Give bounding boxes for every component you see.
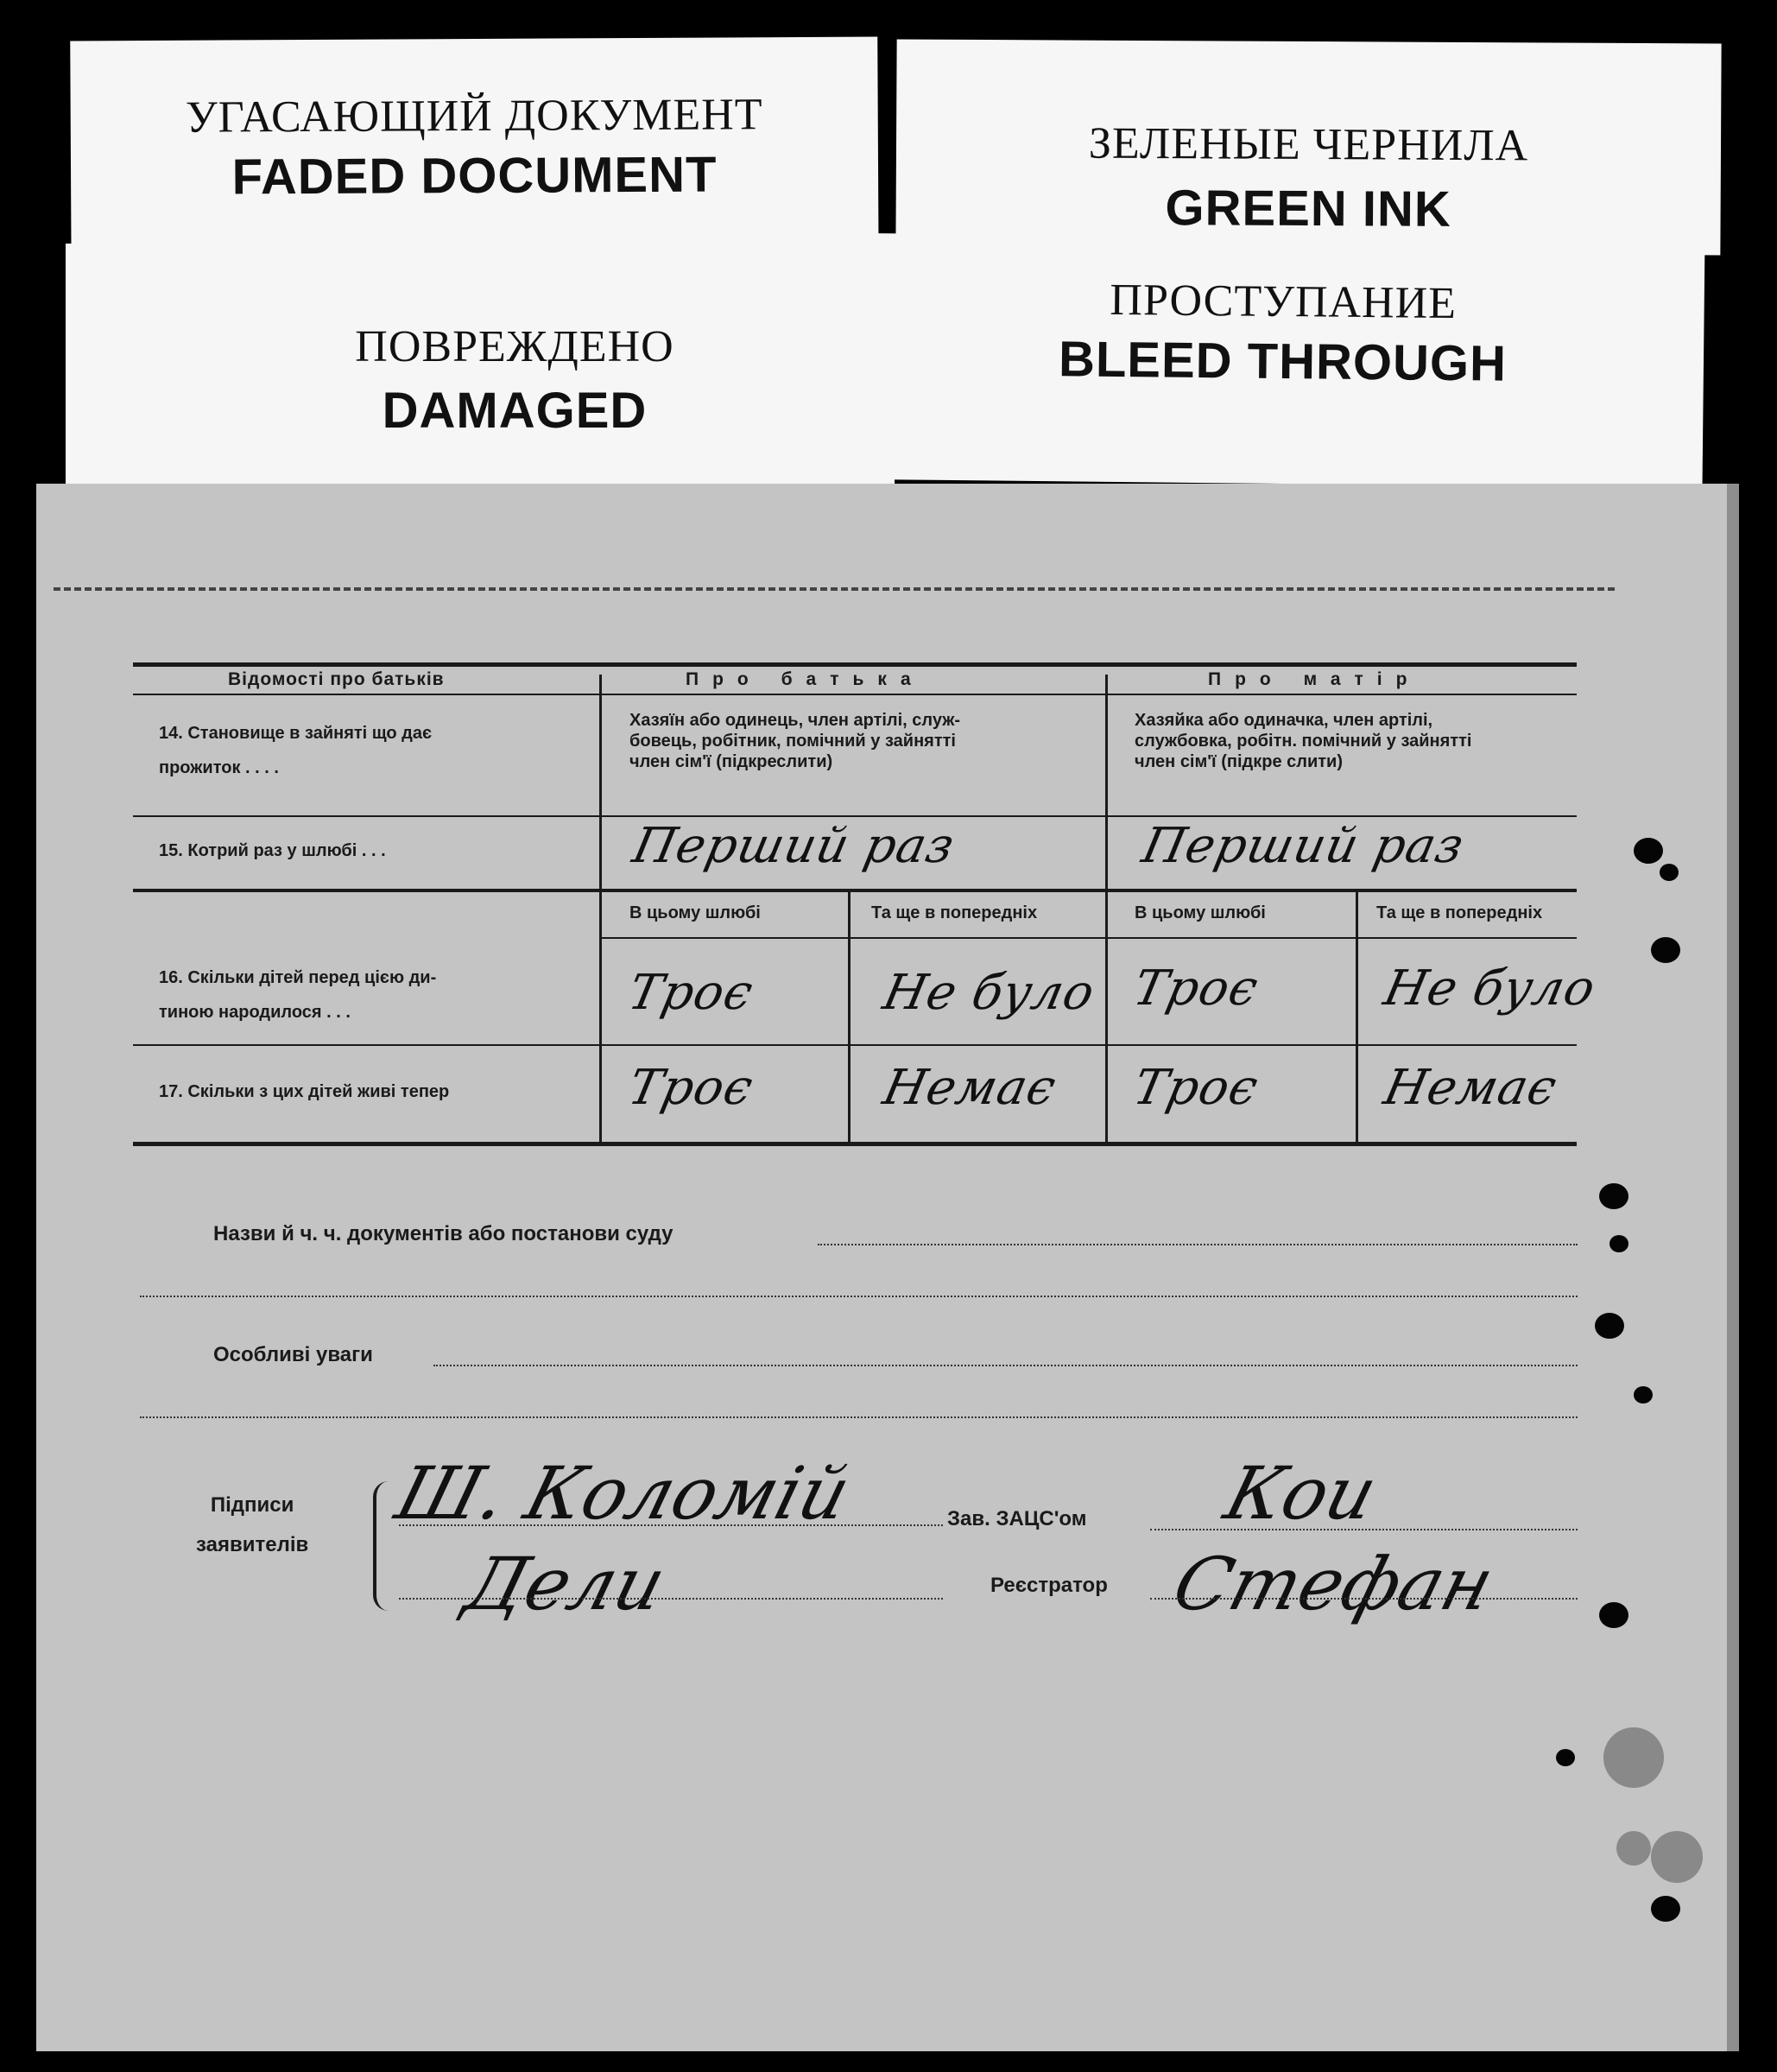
perforation-line [54,587,1615,591]
table-rule [133,815,1577,817]
row17-mother-this: Троє [1129,1060,1264,1116]
row17-father-previous: Немає [878,1060,1062,1116]
row17-mother-previous: Немає [1379,1060,1563,1116]
applicant1-signature: Ш. Коломій [387,1451,859,1536]
card-en-text: DAMAGED [382,383,648,439]
row16-mother-this: Троє [1129,960,1264,1017]
table-divider [848,892,851,1144]
subheader-previous-father: Та ще в попередніх [871,903,1038,922]
applicants-label: Підписи заявителів [196,1493,309,1556]
damage-hole [1599,1183,1628,1209]
header-mother: Про матір [1208,669,1421,689]
documents-label: Назви й ч. ч. документів або постанови суду [213,1222,673,1245]
subheader-this-marriage-father: В цьому шлюбі [629,903,761,922]
row17-label: 17. Скільки з цих дітей живі тепер [159,1082,450,1101]
table-rule [133,1142,1577,1146]
damage-hole [1595,1313,1624,1339]
brace [373,1481,389,1611]
card-ru-text: ЗЕЛЕНЫЕ ЧЕРНИЛА [1088,118,1529,171]
signature-line [1150,1598,1578,1600]
registrar-signature: Стефан [1164,1542,1502,1626]
card-en-text: FADED DOCUMENT [231,146,718,206]
row15-father-value: Перший раз [628,818,960,874]
table-divider [1356,892,1358,1144]
card-ru-text: ПРОСТУПАНИЕ [1110,275,1458,329]
documents-line [140,1296,1578,1297]
row14-label: 14. Становище в зайняті що дає прожиток . . . . [159,724,433,777]
damage-hole [1660,864,1679,881]
green-ink-card [895,40,1721,256]
signature-line [399,1524,943,1526]
row15-mother-value: Перший раз [1137,818,1470,874]
row16-father-previous: Не було [878,965,1100,1021]
row14-mother-options: Хазяйка або одиначка, член артілі, службовка, робітн. помічний у зайнятті член сім'ї (підкре слити) [1135,711,1472,771]
table-rule [133,889,1577,892]
subheader-previous-mother: Та ще в попередніх [1376,903,1543,922]
bleed-through-card [861,233,1705,488]
water-stain [1603,1727,1664,1788]
row15-label: 15. Котрий раз у шлюбі . . . [159,841,386,860]
remarks-label: Особливі уваги [213,1343,373,1366]
table-rule [133,662,1577,667]
damaged-card [66,244,895,494]
table-rule [133,694,1577,695]
card-en-text: GREEN INK [1165,180,1451,238]
row16-father-this: Троє [623,965,759,1021]
remarks-line [140,1416,1578,1418]
head-label: Зав. ЗАЦС'ом [947,1507,1087,1530]
header-parents: Відомості про батьків [228,669,445,689]
header-father: Про батька [686,669,925,689]
table-rule [133,1044,1577,1046]
remarks-line [433,1365,1578,1366]
row16-label: 16. Скільки дітей перед цією ди- тиною народилося . . . [159,968,437,1022]
table-rule [601,937,1577,939]
damage-hole [1651,937,1680,963]
table-divider [1105,675,1108,1144]
applicant2-signature: Дели [456,1542,674,1626]
signature-line [1150,1529,1578,1530]
registrar-label: Реєстратор [990,1574,1108,1597]
signature-line [399,1598,943,1600]
documents-line [818,1244,1578,1245]
head-signature: Кои [1216,1451,1386,1536]
damage-hole [1634,1386,1653,1404]
row14-father-options: Хазяїн або одинець, член артілі, служ- бовець, робітник, помічний у зайнятті член сім'ї (підкреслити) [629,711,961,771]
row17-father-this: Троє [623,1060,759,1116]
record-form-page [36,484,1739,2051]
water-stain [1616,1831,1651,1866]
row16-mother-previous: Не було [1379,960,1601,1017]
card-ru-text: УГАСАЮЩИЙ ДОКУМЕНТ [185,90,763,143]
subheader-this-marriage-mother: В цьому шлюбі [1135,903,1266,922]
damage-hole [1651,1896,1680,1922]
damage-hole [1599,1602,1628,1628]
card-en-text: BLEED THROUGH [1058,331,1508,392]
damage-hole [1634,838,1663,864]
damage-hole [1609,1235,1628,1252]
card-ru-text: ПОВРЕЖДЕНО [355,322,674,371]
water-stain [1651,1831,1703,1883]
table-divider [599,675,602,1144]
parents-info-table [133,662,1601,1146]
damage-hole [1556,1749,1575,1766]
